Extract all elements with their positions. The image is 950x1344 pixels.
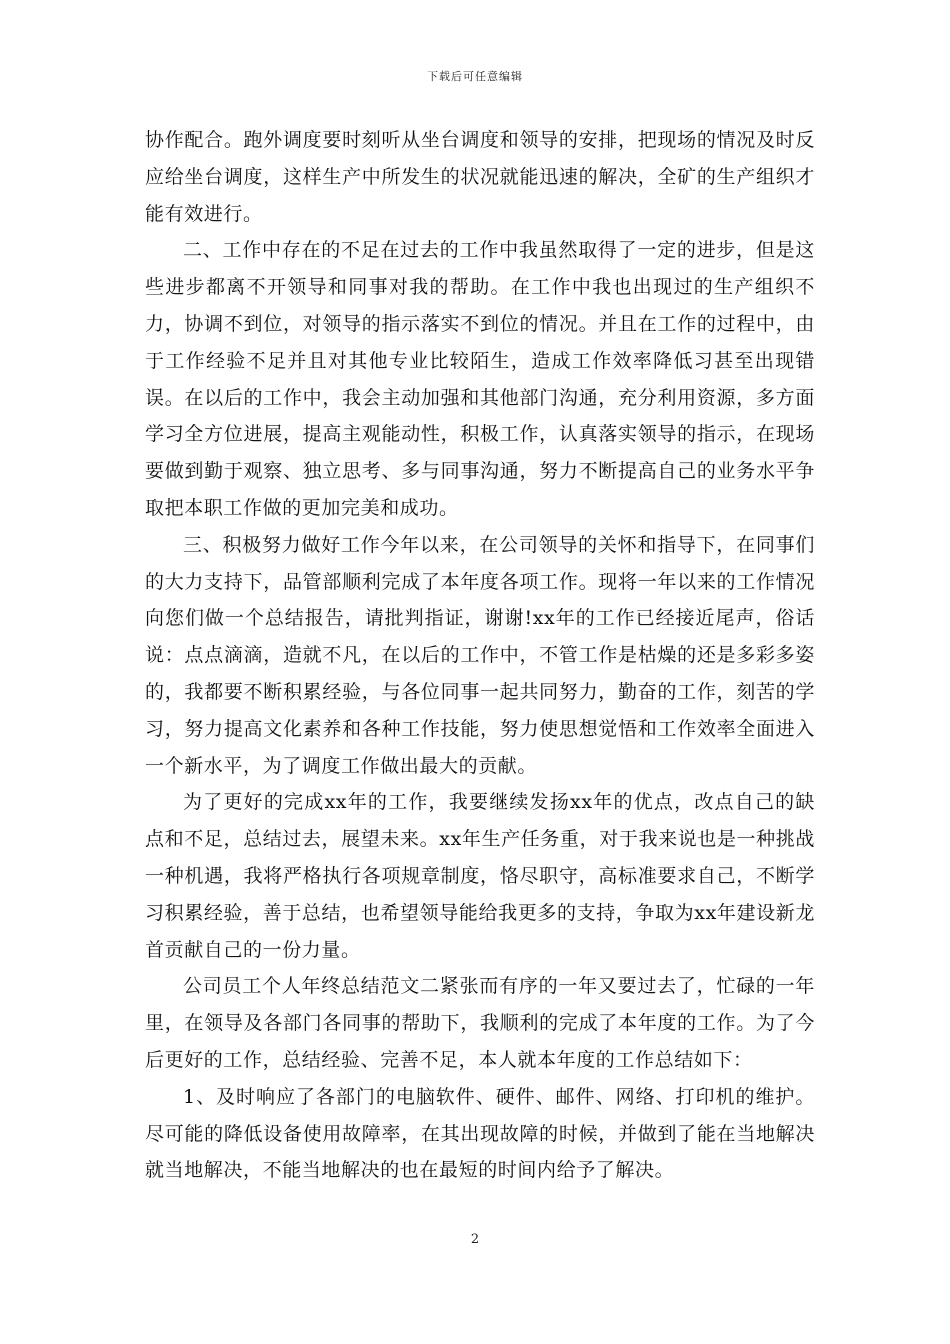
paragraph: 协作配合。跑外调度要时刻听从坐台调度和领导的安排，把现场的情况及时反应给坐台调度，这样生产中所发生的状况就能迅速的解决，全矿的生产组织才能有效进行。 (145, 129, 815, 225)
page-header: 下载后可任意编辑 (427, 70, 523, 83)
paragraph: 三、积极努力做好工作今年以来，在公司领导的关怀和指导下，在同事们的大力支持下，品管部顺利完成了本年度各项工作。现将一年以来的工作情况向您们做一个总结报告，请批判指证，谢谢!xx年的工作已经接近尾声，俗话说：点点滴滴，造就不凡，在以后的工作中，不管工作是枯燥的还是多彩多姿的，我都要不断积累经验，与各位同事一起共同努力，勤奋的工作，刻苦的学习，努力提高文化素养和各种工作技能，努力使思想觉悟和工作效率全面进入一个新水平，为了调度工作做出最大的贡献。 (145, 533, 815, 777)
paragraph: 为了更好的完成xx年的工作，我要继续发扬xx年的优点，改点自己的缺点和不足，总结过去，展望未来。xx年生产任务重，对于我来说也是一种挑战一种机遇，我将严格执行各项规章制度，恪尽职守，高标准要求自己，不断学习积累经验，善于总结，也希望领导能给我更多的支持，争取为xx年建设新龙首贡献自己的一份力量。 (145, 791, 815, 961)
document-body (145, 122, 815, 1189)
paragraph: 公司员工个人年终总结范文二紧张而有序的一年又要过去了，忙碌的一年里，在领导及各部门各同事的帮助下，我顺利的完成了本年度的工作。为了今后更好的工作，总结经验、完善不足，本人就本年度的工作总结如下： (145, 975, 815, 1071)
page-number: 2 (470, 1232, 480, 1247)
paragraph: 1、及时响应了各部门的电脑软件、硬件、邮件、网络、打印机的维护。尽可能的降低设备使用故障率，在其出现故障的时候，并做到了能在当地解决就当地解决，不能当地解决的也在最短的时间内给予了解决。 (145, 1085, 815, 1182)
paragraph: 二、工作中存在的不足在过去的工作中我虽然取得了一定的进步，但是这些进步都离不开领导和同事对我的帮助。在工作中我也出现过的生产组织不力，协调不到位，对领导的指示落实不到位的情况。并且在工作的过程中，由于工作经验不足并且对其他专业比较陌生，造成工作效率降低习甚至出现错误。在以后的工作中，我会主动加强和其他部门沟通，充分利用资源，多方面学习全方位进展，提高主观能动性，积极工作，认真落实领导的指示，在现场要做到勤于观察、独立思考、多与同事沟通，努力不断提高自己的业务水平争取把本职工作做的更加完美和成功。 (145, 239, 815, 519)
